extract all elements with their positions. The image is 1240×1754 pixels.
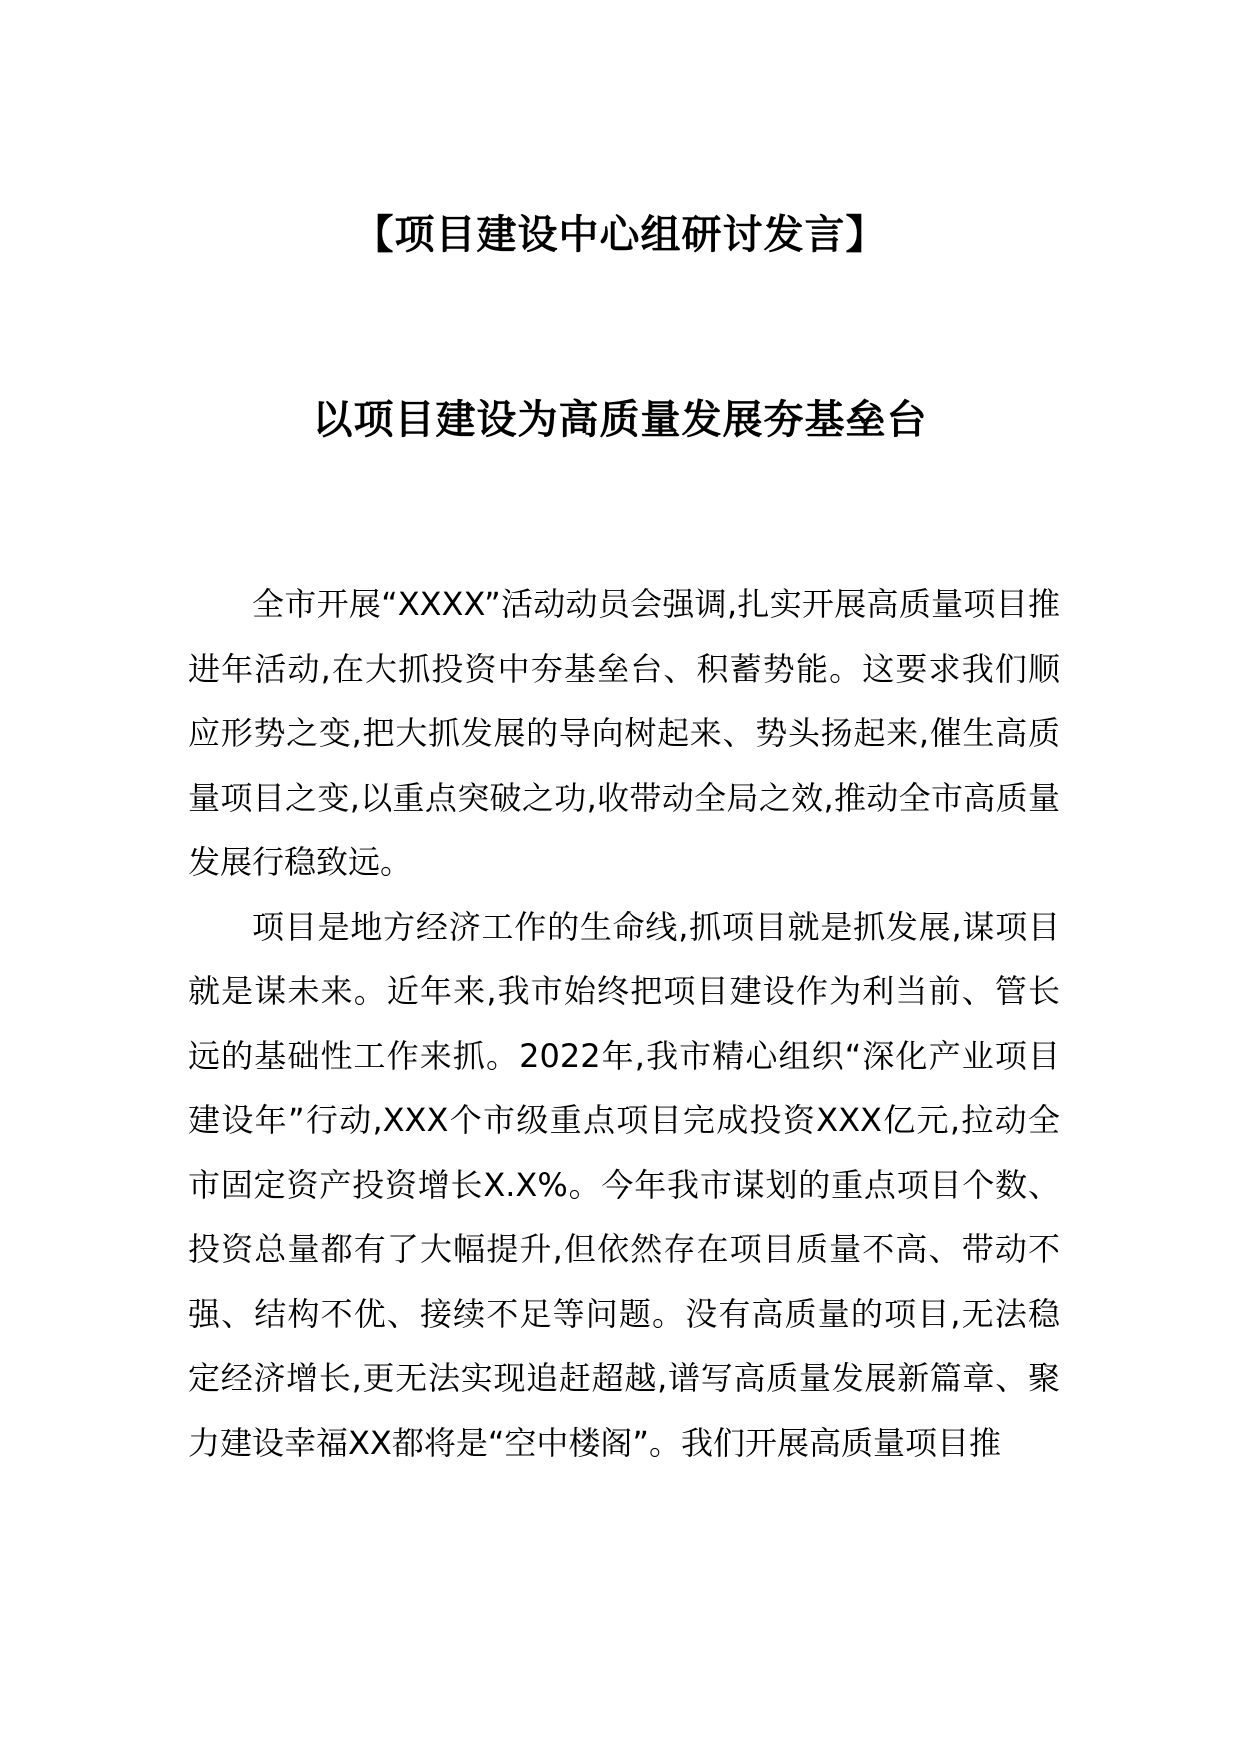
bracket-title: 【项目建设中心组研讨发言】 (353, 212, 887, 258)
paragraph-1: 全市开展“XXXX”活动动员会强调,扎实开展高质量项目推进年活动,在大抓投资中夯基垒台、积蓄势能。这要求我们顺应形势之变,把大抓发展的导向树起来、势头扬起来,催生高质量项目之变,以重点突破之功,收带动全局之效,推动全市高质量发展行稳致远。 (188, 585, 1060, 881)
paragraph-2: 项目是地方经济工作的生命线,抓项目就是抓发展,谋项目就是谋未来。近年来,我市始终把项目建设作为利当前、管长远的基础性工作来抓。2022年,我市精心组织“深化产业项目建设年”行动,XXX个市级重点项目完成投资XXX亿元,拉动全市固定资产投资增长X.X%。今年我市谋划的重点项目个数、投资总量都有了大幅提升,但依然存在项目质量不高、带动不强、结构不优、接续不足等问题。没有高质量的项目,无法稳定经济增长,更无法实现追赶超越,谱写高质量发展新篇章、聚力建设幸福XX都将是“空中楼阁”。我们开展高质量项目推 (188, 907, 1060, 1462)
main-title: 以项目建设为高质量发展夯基垒台 (312, 397, 928, 443)
body-text (188, 572, 1060, 1475)
